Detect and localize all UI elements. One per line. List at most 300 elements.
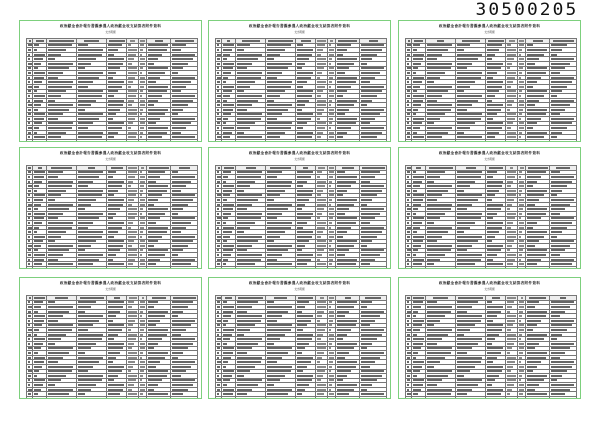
illegible-text (217, 86, 219, 88)
illegible-text (48, 49, 66, 51)
illegible-text (237, 338, 262, 340)
illegible-text (361, 324, 370, 326)
illegible-text (108, 185, 122, 187)
illegible-text (427, 236, 442, 238)
illegible-text (148, 324, 156, 326)
illegible-text (519, 320, 521, 322)
illegible-text (128, 217, 135, 219)
illegible-text (140, 44, 144, 46)
illegible-text (519, 375, 522, 377)
illegible-text (217, 171, 219, 173)
illegible-text (267, 311, 288, 313)
illegible-text (172, 357, 178, 359)
illegible-text (489, 167, 503, 169)
illegible-text (297, 81, 307, 83)
illegible-text (128, 311, 137, 313)
illegible-text (507, 141, 514, 142)
illegible-text (427, 44, 452, 46)
illegible-text (172, 268, 186, 269)
illegible-text (519, 132, 522, 134)
illegible-text (361, 301, 372, 303)
illegible-text (337, 63, 354, 65)
illegible-text (152, 297, 166, 299)
illegible-text (237, 72, 262, 74)
illegible-text (337, 222, 356, 224)
illegible-text (128, 141, 134, 142)
illegible-text (140, 398, 142, 399)
illegible-text (427, 95, 442, 97)
illegible-text (413, 113, 416, 115)
illegible-text (361, 227, 384, 229)
illegible-text (519, 122, 524, 124)
illegible-text (329, 384, 332, 386)
illegible-text (507, 361, 515, 363)
illegible-text (297, 370, 303, 372)
illegible-text (140, 320, 145, 322)
illegible-text (407, 132, 410, 134)
illegible-text (223, 231, 232, 233)
illegible-text (317, 334, 323, 336)
illegible-text (223, 245, 234, 247)
illegible-text (361, 370, 384, 372)
illegible-text (413, 54, 424, 56)
illegible-text (217, 263, 220, 265)
illegible-text (223, 217, 228, 219)
illegible-text (527, 109, 547, 111)
illegible-text (407, 95, 410, 97)
illegible-text (527, 58, 539, 60)
illegible-text (78, 370, 88, 372)
illegible-text (317, 361, 320, 363)
illegible-text (369, 40, 378, 42)
illegible-text (487, 236, 495, 238)
illegible-text (237, 171, 262, 173)
illegible-text (507, 334, 516, 336)
report-panel (398, 277, 581, 399)
illegible-text (217, 104, 220, 106)
illegible-text (267, 347, 292, 349)
illegible-text (140, 67, 143, 69)
illegible-text (457, 122, 475, 124)
illegible-text (149, 167, 169, 169)
illegible-text (172, 44, 186, 46)
illegible-text (407, 357, 410, 359)
illegible-text (427, 136, 442, 138)
illegible-text (108, 63, 123, 65)
table-row (406, 397, 577, 399)
illegible-text (28, 334, 31, 336)
illegible-text (28, 227, 32, 229)
table-cell (266, 140, 296, 142)
illegible-text (551, 63, 570, 65)
illegible-text (457, 320, 481, 322)
table-cell (171, 397, 198, 399)
illegible-text (407, 370, 411, 372)
illegible-text (128, 104, 132, 106)
illegible-text (337, 249, 349, 251)
illegible-text (223, 109, 233, 111)
illegible-text (172, 185, 186, 187)
illegible-text (48, 113, 63, 115)
illegible-text (413, 176, 424, 178)
illegible-text (407, 171, 410, 173)
illegible-text (330, 40, 333, 42)
illegible-text (297, 217, 311, 219)
illegible-text (172, 366, 191, 368)
illegible-text (78, 122, 93, 124)
illegible-text (267, 259, 277, 261)
illegible-text (519, 44, 524, 46)
illegible-text (551, 171, 560, 173)
table-cell (27, 267, 33, 269)
illegible-text (34, 366, 42, 368)
illegible-text (519, 361, 521, 363)
illegible-text (407, 375, 410, 377)
illegible-text (172, 393, 183, 395)
illegible-text (223, 132, 232, 134)
table-cell (296, 267, 316, 269)
illegible-text (507, 236, 516, 238)
illegible-text (361, 254, 380, 256)
illegible-text (28, 190, 31, 192)
illegible-text (28, 352, 31, 354)
illegible-text (223, 54, 230, 56)
illegible-text (78, 361, 99, 363)
illegible-text (297, 181, 307, 183)
illegible-text (413, 77, 424, 79)
illegible-text (297, 171, 313, 173)
illegible-text (551, 389, 570, 391)
illegible-text (237, 118, 261, 120)
illegible-text (108, 301, 124, 303)
illegible-text (267, 49, 285, 51)
illegible-text (413, 127, 420, 129)
illegible-text (337, 49, 347, 51)
illegible-text (329, 77, 333, 79)
illegible-text (217, 329, 219, 331)
illegible-text (407, 245, 409, 247)
illegible-text (507, 338, 516, 340)
illegible-text (267, 343, 274, 345)
illegible-text (28, 324, 30, 326)
illegible-text (329, 389, 331, 391)
illegible-text (337, 141, 357, 142)
illegible-text (217, 334, 219, 336)
illegible-text (108, 324, 124, 326)
illegible-text (320, 297, 324, 299)
illegible-text (551, 104, 570, 106)
illegible-text (140, 324, 145, 326)
illegible-text (337, 334, 347, 336)
illegible-text (329, 245, 331, 247)
illegible-text (140, 208, 143, 210)
illegible-text (519, 67, 523, 69)
illegible-text (237, 58, 258, 60)
illegible-text (317, 254, 322, 256)
illegible-text (457, 357, 482, 359)
illegible-text (487, 259, 493, 261)
table-cell (236, 267, 266, 269)
illegible-text (48, 366, 73, 368)
illegible-text (237, 208, 247, 210)
illegible-text (487, 176, 493, 178)
table-cell (426, 140, 456, 142)
illegible-text (128, 167, 137, 169)
illegible-text (172, 311, 183, 313)
illegible-text (108, 86, 122, 88)
illegible-text (337, 58, 357, 60)
illegible-text (267, 370, 291, 372)
illegible-text (457, 171, 482, 173)
illegible-text (217, 311, 219, 313)
illegible-text (34, 81, 42, 83)
illegible-text (487, 227, 502, 229)
illegible-text (217, 301, 220, 303)
illegible-text (223, 366, 226, 368)
illegible-text (128, 63, 132, 65)
illegible-text (551, 118, 574, 120)
illegible-text (128, 357, 137, 359)
illegible-text (223, 81, 226, 83)
illegible-text (128, 245, 132, 247)
illegible-text (413, 136, 424, 138)
illegible-text (224, 167, 234, 169)
illegible-text (78, 185, 88, 187)
illegible-text (140, 104, 145, 106)
illegible-text (34, 370, 39, 372)
illegible-text (108, 379, 114, 381)
table-cell (236, 397, 266, 399)
illegible-text (217, 297, 221, 299)
table-row (216, 397, 387, 399)
illegible-text (128, 81, 133, 83)
illegible-text (427, 58, 437, 60)
illegible-text (140, 95, 142, 97)
illegible-text (457, 306, 472, 308)
illegible-text (48, 338, 61, 340)
illegible-text (527, 208, 547, 210)
illegible-text (427, 324, 434, 326)
illegible-text (297, 176, 311, 178)
illegible-text (551, 329, 567, 331)
illegible-text (34, 236, 45, 238)
illegible-text (34, 315, 45, 317)
panel-section: 支出明細 (105, 288, 116, 291)
illegible-text (560, 297, 566, 299)
illegible-text (223, 320, 228, 322)
illegible-text (78, 95, 102, 97)
illegible-text (78, 100, 96, 102)
illegible-text (267, 315, 282, 317)
illegible-text (297, 90, 313, 92)
illegible-text (217, 366, 220, 368)
illegible-text (28, 231, 31, 233)
illegible-text (128, 86, 131, 88)
illegible-text (337, 240, 357, 242)
illegible-text (217, 122, 220, 124)
illegible-text (407, 136, 410, 138)
illegible-text (172, 352, 183, 354)
illegible-text (361, 306, 367, 308)
illegible-text (317, 213, 322, 215)
illegible-text (223, 249, 233, 251)
illegible-text (457, 204, 472, 206)
illegible-text (317, 384, 326, 386)
illegible-text (128, 136, 136, 138)
illegible-text (507, 370, 511, 372)
illegible-text (172, 324, 191, 326)
illegible-text (361, 136, 377, 138)
expense-table (215, 295, 387, 399)
illegible-text (267, 263, 292, 265)
illegible-text (487, 109, 501, 111)
illegible-text (148, 100, 158, 102)
illegible-text (329, 320, 333, 322)
illegible-text (223, 136, 230, 138)
illegible-text (140, 393, 143, 395)
illegible-text (148, 343, 158, 345)
illegible-text (108, 118, 113, 120)
illegible-text (217, 194, 221, 196)
illegible-text (108, 100, 124, 102)
illegible-text (108, 208, 120, 210)
table-cell (550, 397, 577, 399)
panel-section: 支出明細 (484, 31, 495, 34)
illegible-text (267, 329, 291, 331)
illegible-text (457, 77, 481, 79)
illegible-text (551, 141, 574, 142)
illegible-text (108, 77, 113, 79)
illegible-text (237, 100, 258, 102)
illegible-text (237, 393, 247, 395)
illegible-text (413, 181, 422, 183)
illegible-text (487, 393, 501, 395)
illegible-text (223, 58, 227, 60)
illegible-text (361, 338, 377, 340)
illegible-text (457, 389, 472, 391)
illegible-text (317, 58, 326, 60)
illegible-text (217, 347, 220, 349)
illegible-text (267, 109, 288, 111)
illegible-text (172, 370, 186, 372)
illegible-text (427, 384, 437, 386)
illegible-text (337, 44, 351, 46)
illegible-text (172, 100, 193, 102)
illegible-text (140, 227, 144, 229)
expense-table (26, 165, 198, 269)
illegible-text (140, 263, 145, 265)
illegible-text (556, 167, 570, 169)
illegible-text (78, 81, 93, 83)
illegible-text (246, 167, 256, 169)
illegible-text (527, 132, 547, 134)
illegible-text (329, 86, 331, 88)
illegible-text (140, 118, 145, 120)
panel-section: 支出明細 (294, 158, 305, 161)
illegible-text (551, 236, 557, 238)
illegible-text (128, 375, 137, 377)
illegible-text (427, 249, 451, 251)
illegible-text (413, 222, 422, 224)
illegible-text (28, 347, 32, 349)
illegible-text (337, 122, 356, 124)
illegible-text (413, 231, 417, 233)
illegible-text (48, 190, 66, 192)
illegible-text (78, 240, 96, 242)
illegible-text (128, 268, 131, 269)
illegible-text (223, 100, 227, 102)
illegible-text (551, 315, 560, 317)
report-panel (208, 277, 391, 399)
illegible-text (297, 127, 303, 129)
illegible-text (297, 67, 302, 69)
illegible-text (223, 347, 234, 349)
illegible-text (519, 315, 522, 317)
illegible-text (413, 366, 422, 368)
illegible-text (88, 167, 95, 169)
illegible-text (34, 301, 43, 303)
illegible-text (361, 54, 377, 56)
illegible-text (297, 347, 305, 349)
illegible-text (507, 58, 514, 60)
illegible-text (413, 301, 423, 303)
illegible-text (128, 320, 135, 322)
illegible-text (527, 379, 544, 381)
illegible-text (128, 190, 137, 192)
illegible-text (267, 199, 274, 201)
illegible-text (337, 77, 357, 79)
illegible-text (361, 366, 370, 368)
illegible-text (457, 366, 475, 368)
illegible-text (507, 185, 511, 187)
illegible-text (551, 240, 574, 242)
illegible-text (297, 357, 313, 359)
table-cell (47, 397, 77, 399)
illegible-text (329, 324, 332, 326)
illegible-text (48, 222, 73, 224)
illegible-text (140, 329, 144, 331)
illegible-text (223, 268, 234, 269)
illegible-text (551, 379, 557, 381)
illegible-text (329, 54, 334, 56)
illegible-text (227, 40, 230, 42)
illegible-text (28, 249, 31, 251)
illegible-text (267, 181, 292, 183)
illegible-text (361, 77, 375, 79)
illegible-text (317, 301, 326, 303)
illegible-text (527, 334, 547, 336)
illegible-text (267, 63, 292, 65)
illegible-text (329, 100, 332, 102)
illegible-text (111, 167, 123, 169)
illegible-text (217, 357, 219, 359)
illegible-text (337, 366, 356, 368)
illegible-text (317, 127, 325, 129)
illegible-text (317, 320, 320, 322)
illegible-text (128, 338, 136, 340)
illegible-text (488, 40, 504, 42)
illegible-text (148, 249, 168, 251)
illegible-text (237, 240, 258, 242)
illegible-text (148, 95, 162, 97)
illegible-text (413, 190, 417, 192)
illegible-text (28, 268, 32, 269)
illegible-text (34, 63, 41, 65)
illegible-text (527, 190, 547, 192)
illegible-text (361, 132, 382, 134)
illegible-text (407, 86, 411, 88)
illegible-text (427, 259, 440, 261)
